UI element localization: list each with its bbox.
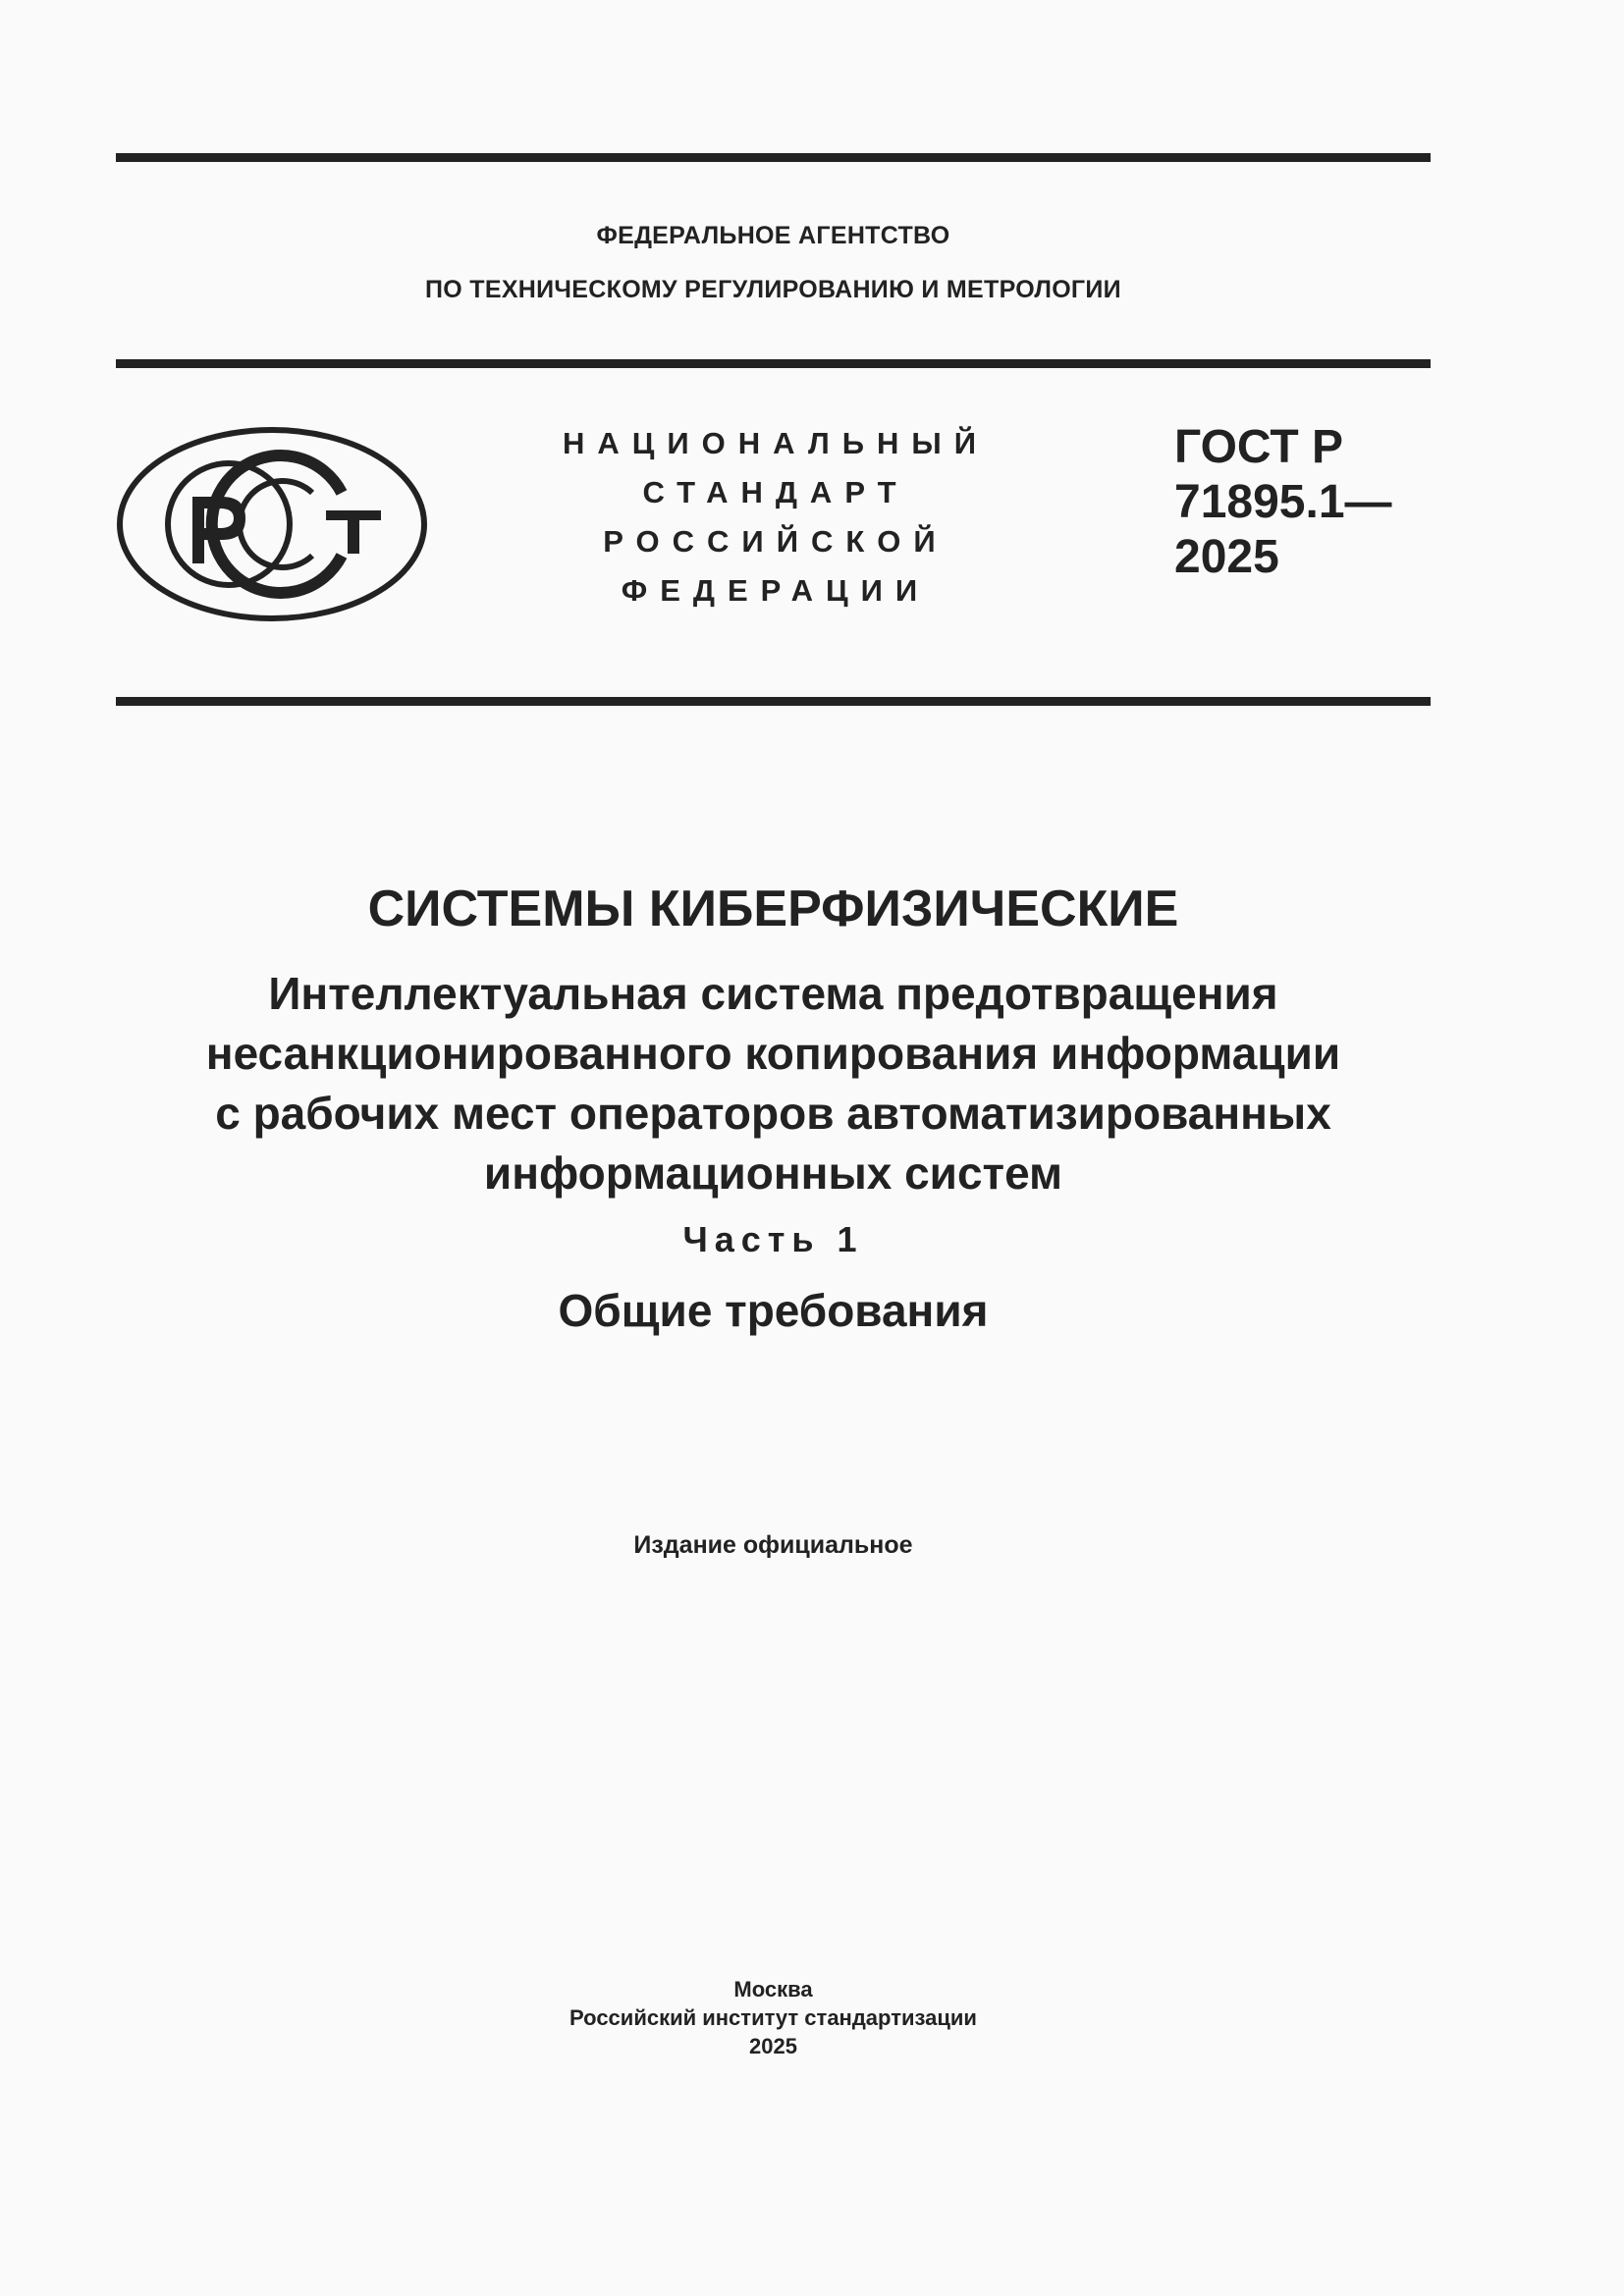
edition-note: Издание официальное (633, 1531, 913, 1559)
gost-designation-line-3: 2025 (1174, 531, 1279, 583)
rst-certification-logo-icon (116, 426, 428, 622)
gost-designation (1174, 420, 1392, 585)
gost-designation-line-2: 71895.1— (1174, 476, 1392, 528)
document-title: СИСТЕМЫ КИБЕРФИЗИЧЕСКИЕ (367, 881, 1179, 937)
national-standard-line-1: НАЦИОНАЛЬНЫЙ (562, 426, 990, 460)
agency-name-line-2: ПО ТЕХНИЧЕСКОМУ РЕГУЛИРОВАНИЮ И МЕТРОЛОГИИ (425, 276, 1121, 303)
document-subtitle-line-3: с рабочих мест операторов автоматизированных (215, 1088, 1331, 1139)
imprint (116, 1975, 1431, 2060)
agency-name-line-1: ФЕДЕРАЛЬНОЕ АГЕНТСТВО (596, 222, 950, 249)
document-subtitle (116, 964, 1431, 1203)
part-number: Часть 1 (682, 1219, 864, 1259)
part-title: Общие требования (558, 1285, 989, 1336)
header-rule (116, 359, 1431, 368)
document-subtitle-line-2: несанкционированного копирования информации (205, 1028, 1341, 1079)
document-subtitle-line-1: Интеллектуальная система предотвращения (268, 968, 1278, 1019)
imprint-publisher: Российский институт стандартизации (569, 2005, 977, 2030)
block-rule (116, 697, 1431, 706)
imprint-city: Москва (733, 1977, 813, 2002)
national-standard-line-4: ФЕДЕРАЦИИ (621, 573, 931, 608)
imprint-year: 2025 (749, 2034, 797, 2058)
document-subtitle-line-4: информационных систем (483, 1148, 1063, 1199)
national-standard-line-2: СТАНДАРТ (642, 475, 909, 509)
national-standard-line-3: РОССИЙСКОЙ (603, 524, 948, 559)
gost-designation-line-1: ГОСТ Р (1174, 421, 1344, 473)
top-rule (116, 153, 1431, 162)
